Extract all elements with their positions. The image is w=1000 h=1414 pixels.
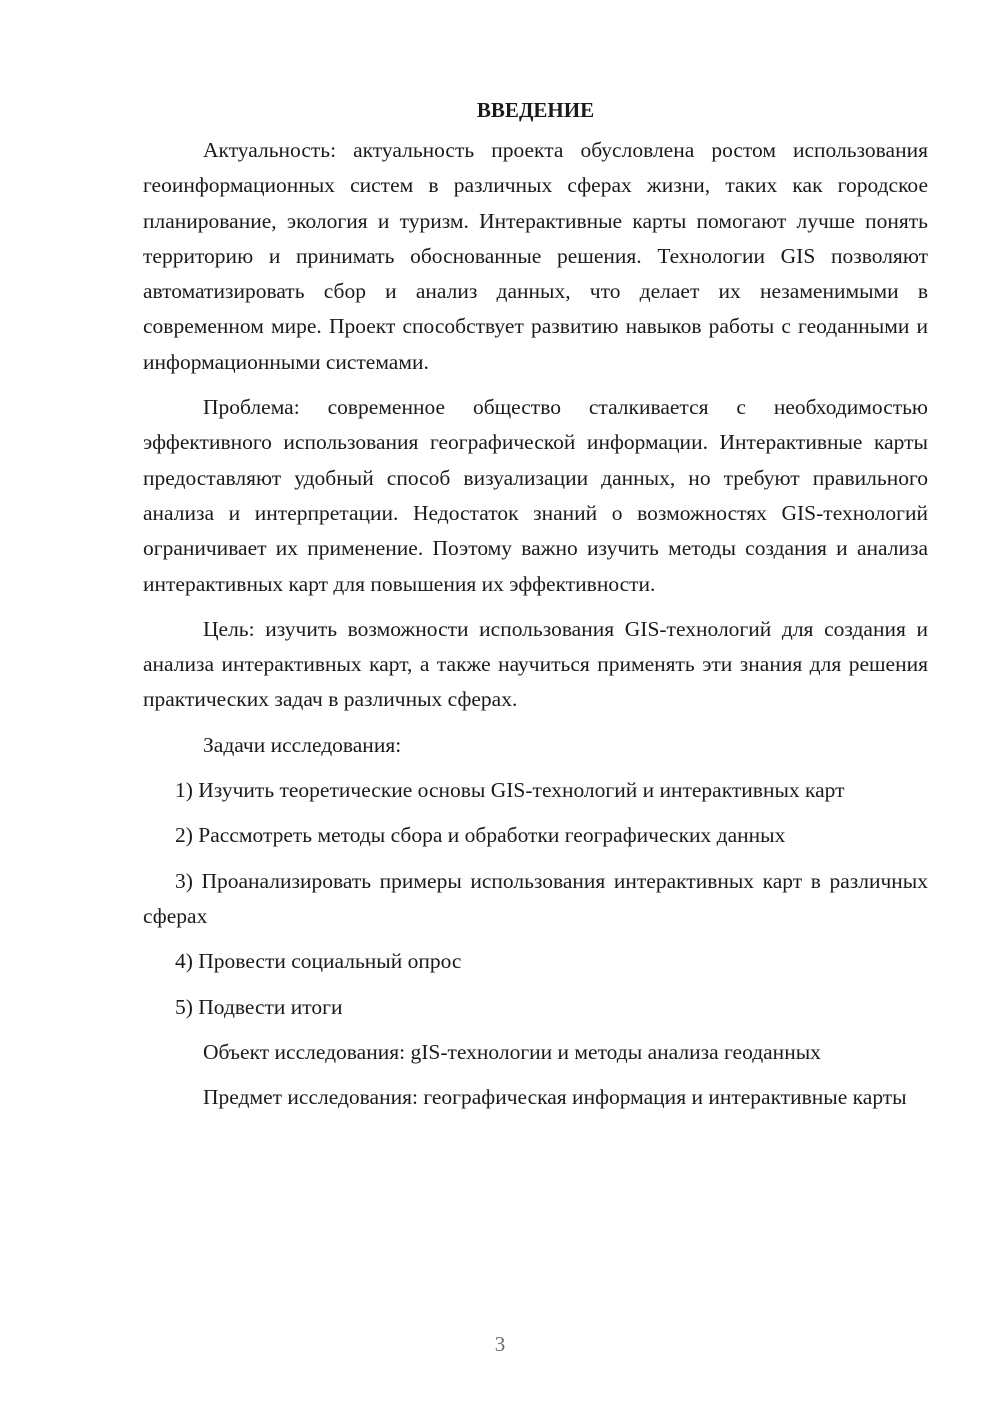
paragraph-relevance: Актуальность: актуальность проекта обусловлена ростом использования геоинформационных систем в различных сферах жизни, таких как городское планирование, экология и туризм. Интерактивные карты помогают лучше понять территорию и принимать обоснованные решения. Технологии GIS позволяют автоматизировать сбор и анализ данных, что делает их незаменимыми в современном мире. Проект способствует развитию навыков работы с геоданными и информационными системами.: [143, 138, 928, 374]
paragraph-goal: Цель: изучить возможности использования GIS-технологий для создания и анализа интерактивных карт, а также научиться применять эти знания для решения практических задач в различных сферах.: [143, 616, 928, 712]
page-number: 3: [494, 1332, 506, 1356]
page-title: ВВЕДЕНИЕ: [476, 98, 595, 122]
task-item-2: 2) Рассмотреть методы сбора и обработки географических данных: [175, 823, 786, 848]
task-item-3: 3) Проанализировать примеры использования интерактивных карт в различных сферах: [143, 868, 928, 928]
task-item-4: 4) Провести социальный опрос: [175, 949, 462, 974]
document-page: [143, 92, 928, 1125]
tasks-title: Задачи исследования:: [203, 732, 402, 757]
paragraph-subject: Предмет исследования: географическая информация и интерактивные карты: [203, 1085, 907, 1110]
task-item-1: 1) Изучить теоретические основы GIS-технологий и интерактивных карт: [175, 778, 845, 803]
paragraph-problem: Проблема: современное общество сталкивается с необходимостью эффективного использования географической информации. Интерактивные карты предоставляют удобный способ визуализации данных, но требуют правильного анализа и интерпретации. Недостаток знаний о возможностях GIS-технологий ограничивает их применение. Поэтому важно изучить методы создания и анализа интерактивных карт для повышения их эффективности.: [143, 395, 928, 596]
paragraph-object: Объект исследования: gIS-технологии и методы анализа геоданных: [203, 1039, 821, 1064]
task-item-5: 5) Подвести итоги: [175, 994, 343, 1019]
